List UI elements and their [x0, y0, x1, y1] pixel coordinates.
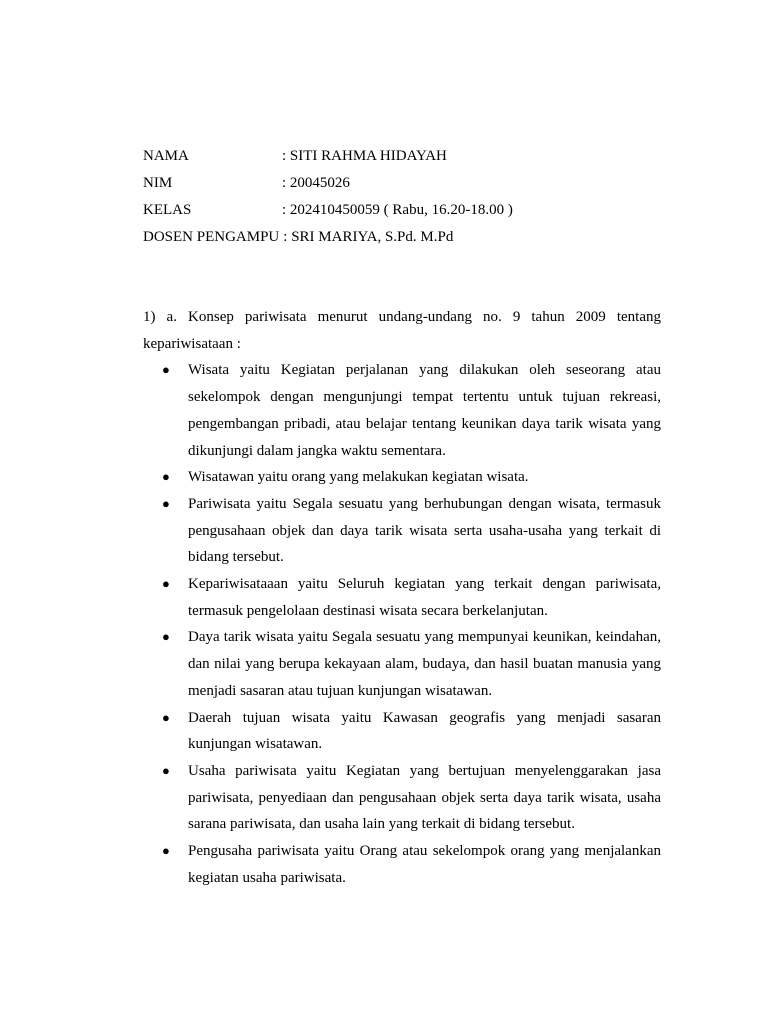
info-value: : SRI MARIYA, S.Pd. M.Pd	[283, 229, 454, 245]
list-item-text: Daya tarik wisata yaitu Segala sesuatu yang mempunyai keunikan, keindahan, dan nilai yang berupa kekayaan alam, budaya, dan hasil buatan manusia yang menjadi sasaran atau tujuan kunjungan wisatawan.	[188, 629, 661, 699]
list-item	[143, 838, 661, 891]
list-item	[143, 571, 661, 624]
bullet-icon: ●	[162, 709, 170, 725]
list-item-text: Daerah tujuan wisata yaitu Kawasan geografis yang menjadi sasaran kunjungan wisatawan.	[188, 709, 661, 753]
list-item	[143, 705, 661, 758]
info-value: : 202410450059 ( Rabu, 16.20-18.00 )	[282, 202, 513, 218]
question-intro: 1) a. Konsep pariwisata menurut undang-undang no. 9 tahun 2009 tentang kepariwisataan :	[143, 309, 661, 352]
bullet-icon: ●	[162, 629, 170, 645]
list-item	[143, 357, 661, 464]
info-label: NAMA	[143, 148, 189, 164]
list-item-text: Wisata yaitu Kegiatan perjalanan yang dilakukan oleh seseorang atau sekelompok dengan mengunjungi tempat tertentu untuk tujuan rekreasi, pengembangan pribadi, atau belajar tentang keunikan daya tarik wisata yang dikunjungi dalam jangka waktu sementara.	[188, 362, 661, 459]
info-row-kelas	[143, 197, 661, 224]
bullet-icon: ●	[162, 495, 170, 511]
info-value: : SITI RAHMA HIDAYAH	[282, 148, 447, 164]
info-value: : 20045026	[282, 175, 350, 191]
info-label: NIM	[143, 175, 173, 191]
list-item	[143, 491, 661, 571]
info-row-dosen	[143, 224, 661, 251]
info-row-nama	[143, 143, 661, 170]
list-item	[143, 464, 661, 491]
list-item-text: Usaha pariwisata yaitu Kegiatan yang bertujuan menyelenggarakan jasa pariwisata, penyediaan dan pengusahaan objek serta daya tarik wisata, usaha sarana pariwisata, dan usaha lain yang terkait di bidang tersebut.	[188, 762, 661, 833]
info-label: DOSEN PENGAMPU	[143, 229, 280, 245]
info-label: KELAS	[143, 202, 192, 218]
list-item-text: Wisatawan yaitu orang yang melakukan kegiatan wisata.	[188, 469, 529, 486]
list-item-text: Pengusaha pariwisata yaitu Orang atau sekelompok orang yang menjalankan kegiatan usaha pariwisata.	[188, 843, 661, 886]
student-info	[143, 143, 661, 251]
bullet-icon: ●	[162, 762, 170, 778]
list-item-text: Kepariwisataaan yaitu Seluruh kegiatan yang terkait dengan pariwisata, termasuk pengelolaan destinasi wisata secara berkelanjutan.	[188, 576, 661, 619]
question-section	[143, 304, 661, 891]
definition-list	[143, 357, 661, 891]
bullet-icon: ●	[162, 362, 170, 378]
bullet-icon: ●	[162, 843, 170, 859]
list-item-text: Pariwisata yaitu Segala sesuatu yang berhubungan dengan wisata, termasuk pengusahaan objek dan daya tarik wisata serta usaha-usaha yang terkait di bidang tersebut.	[188, 495, 661, 566]
list-item	[143, 758, 661, 838]
bullet-icon: ●	[162, 576, 170, 592]
list-item	[143, 624, 661, 704]
bullet-icon: ●	[162, 469, 170, 485]
info-row-nim	[143, 170, 661, 197]
